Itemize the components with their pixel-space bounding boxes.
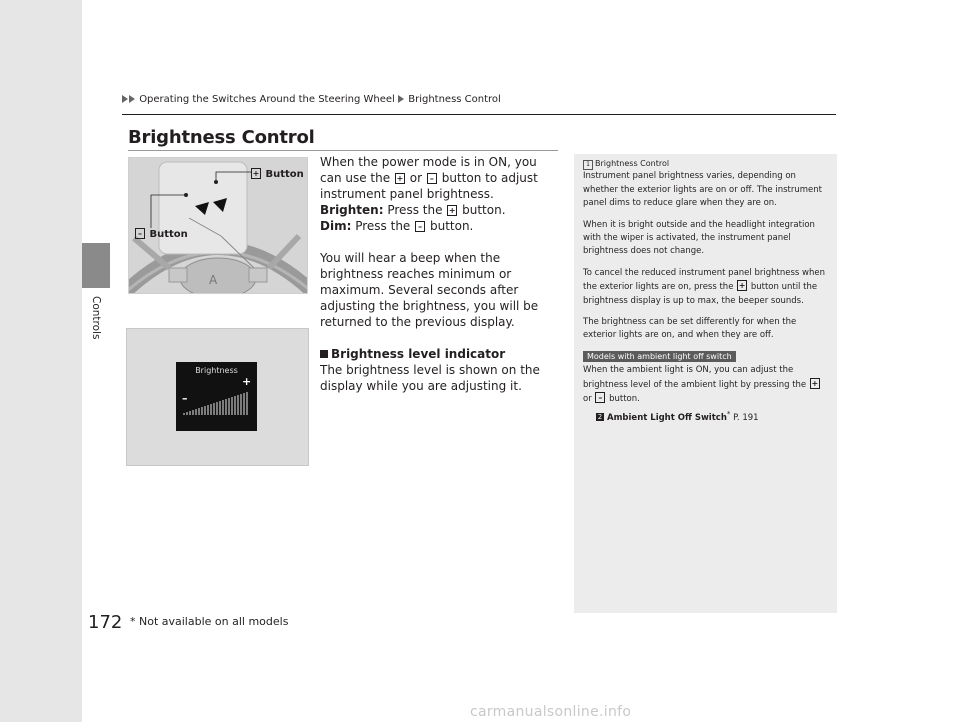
brightness-level-bars: [182, 386, 252, 416]
model-badge-line: [583, 351, 831, 364]
plus-key-icon: +: [396, 174, 404, 183]
note-paragraph: The brightness can be set differently for when the exterior lights are on, and when they are off.: [583, 317, 797, 341]
minus-key-icon: –: [595, 392, 605, 403]
note-paragraph: To cancel the reduced instrument panel brightness when the exterior lights are on, press the + button until the brightness display is up to max, the beeper sounds.: [583, 267, 825, 306]
brighten-instruction: Brighten: Press the + button.: [320, 203, 506, 217]
header-divider: [122, 114, 836, 115]
note-marker-icon: 1: [583, 160, 593, 170]
minus-button-callout: – Button: [134, 228, 188, 240]
side-note-content: [583, 157, 831, 425]
side-tab-marker: [82, 243, 110, 288]
note-paragraph: When the ambient light is ON, you can adjust the brightness level of the ambient light by pressing the + or – button.: [583, 365, 819, 405]
breadcrumb-arrow-icon: [129, 95, 135, 103]
body-paragraph-2: You will hear a beep when the brightness reaches minimum or maximum. Several seconds after adjusting the brightness, you will be returned to the previous display.: [320, 251, 539, 329]
footnote: * Not available on all models: [130, 615, 289, 628]
minus-key-icon: –: [427, 173, 437, 184]
breadcrumb-arrow-icon: [398, 95, 404, 103]
page-number: 172: [88, 612, 123, 633]
minus-key-icon: –: [415, 221, 425, 232]
screen-plus-glyph: +: [242, 375, 252, 388]
plus-key-icon: +: [738, 281, 746, 291]
side-section-label: Controls: [90, 296, 102, 340]
square-bullet-icon: [320, 350, 328, 358]
body-paragraph-3: The brightness level is shown on the display while you are adjusting it.: [320, 363, 540, 393]
breadcrumb: [122, 94, 501, 105]
plus-button-callout: + Button: [252, 169, 304, 180]
breadcrumb-item[interactable]: Brightness Control: [408, 94, 501, 105]
title-divider: [128, 150, 558, 151]
plus-key-icon: +: [811, 378, 819, 388]
body-text: [320, 154, 560, 394]
sub-heading: Brightness level indicator: [320, 346, 560, 362]
brightness-screen-title: Brightness: [195, 366, 238, 375]
screen-minus-glyph: –: [182, 392, 188, 405]
note-paragraph: Instrument panel brightness varies, depending on whether the exterior lights are on or off. The instrument panel dims to reduce glare when they are on.: [583, 171, 822, 209]
page-title: Brightness Control: [128, 127, 315, 148]
dim-instruction: Dim: Press the – button.: [320, 219, 474, 233]
note-heading: 1 Brightness Control: [583, 157, 831, 170]
svg-text:A: A: [209, 273, 218, 287]
minus-key-icon: –: [135, 228, 145, 239]
breadcrumb-arrow-icon: [122, 95, 128, 103]
body-paragraph-1: When the power mode is in ON, you can use the + or – button to adjust instrument panel brightness.: [320, 155, 538, 201]
watermark: carmanualsonline.info: [470, 704, 632, 720]
side-tab-bar: [0, 0, 82, 722]
reference-arrow-icon: 2: [597, 413, 603, 422]
cross-reference-link[interactable]: 2 Ambient Light Off Switch* P. 191: [597, 408, 759, 423]
plus-key-icon: +: [448, 206, 456, 215]
breadcrumb-item[interactable]: Operating the Switches Around the Steering Wheel: [139, 94, 395, 105]
model-badge: Models with ambient light off switch: [583, 351, 736, 362]
note-paragraph: When it is bright outside and the headlight integration with the wiper is activated, the instrument panel brightness does not change.: [583, 219, 815, 257]
plus-key-icon: +: [252, 169, 260, 178]
